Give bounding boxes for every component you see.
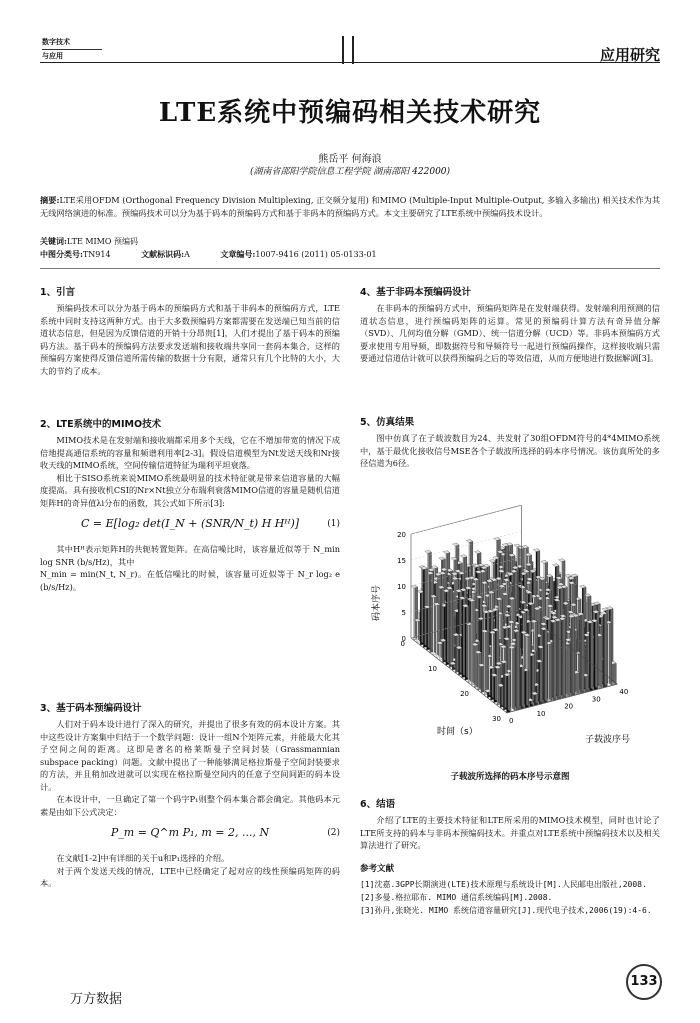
section-heading: 2、LTE系统中的MIMO技术 bbox=[40, 419, 162, 430]
journal-logo-line1: 数字技术 bbox=[42, 38, 70, 46]
section-heading: 4、基于非码本预编码设计 bbox=[360, 287, 472, 298]
abstract-text: LTE采用OFDM (Orthogonal Frequency Division Multiplexing, 正交频分复用) 和MIMO (Multiple-Input Multiple-Output, 多输入多输出) 相关技术作为其无线网络演进的标准。预编码技术可以分为基于码本的预编码方式和基于非码本的预编码方式。本文主要研究了LTE系统中预编码技术设计。 bbox=[40, 195, 661, 218]
section-1 bbox=[40, 284, 340, 377]
divider bbox=[40, 268, 660, 269]
section-3 bbox=[40, 700, 340, 890]
paragraph: 预编码技术可以分为基于码本的预编码方式和基于非码本的预编码方式，LTE系统中同时支持这两种方式。由于大多数预编码方案都需要在发送端已知当前的信道状态信息，但是因为反馈信道的开销十分昂贵[1]，人们才提出了基于码本的预编码方法。基于码本的预编码方法要求发送端和接收端共享同一套码本集合，这样的预编码方案使得反馈信道所需传输的数据十分有限，通常只有几个比特的大小，大大的节约了成本。 bbox=[40, 303, 340, 376]
journal-logo-line2: 与应用 bbox=[42, 52, 63, 60]
page-number: 133 bbox=[626, 964, 662, 1000]
y-tick-label: 0 bbox=[509, 717, 514, 725]
journal-logo bbox=[42, 38, 102, 74]
clc: TN914 bbox=[82, 250, 111, 259]
paragraph: 介绍了LTE的主要技术特征和LTE所采用的MIMO技术模型，同时也讨论了LTE所支持的码本与非码本预编码技术。并重点对LTE系统中预编码技术以及相关算法进行了研究。 bbox=[360, 815, 660, 850]
y-axis-label: 子载波序号 bbox=[585, 735, 631, 745]
x-tick-label: 10 bbox=[428, 665, 437, 673]
section-5 bbox=[360, 414, 660, 470]
x-axis-label: 时间（s） bbox=[437, 727, 478, 737]
z-tick-label: 10 bbox=[397, 583, 406, 591]
affiliation: (湖南省邵阳学院信息工程学院 湖南邵阳 422000) bbox=[249, 167, 451, 177]
z-tick-label: 5 bbox=[401, 609, 406, 617]
y-tick-label: 20 bbox=[564, 702, 574, 711]
keywords-label: 关键词: bbox=[40, 236, 67, 246]
references-heading: 参考文献 bbox=[360, 863, 395, 874]
x-tick-label: 0 bbox=[400, 640, 405, 648]
paragraph: 相比于SISO系统来说MIMO系统最明显的技术特征就是带来信道容量的大幅度提高。具有接收机CSI的Nr×Nt独立分布瑞利衰落MIMO信道的容量是随机信道矩阵H的奇异值λi分布的函数，其公式如下所示[3]: bbox=[40, 472, 340, 508]
paragraph: 在非码本的预编码方式中，预编码矩阵是在发射端获得。发射端利用预测的信道状态信息，进行预编码矩阵的运算。常见的预编码计算方法有奇异值分解（SVD）、几何均值分解（GMD）、统一信道分解（UCD）等。非码本预编码方式要求使用专用导频，即数据符号和导频符号一起进行预编码操作，这样接收端只需要通过信道估计就可以获得预编码之后的等效信道，从而方便地进行数据解调[3]。 bbox=[360, 303, 660, 363]
z-tick-label: 0 bbox=[401, 635, 406, 643]
paragraph: 人们对于码本设计进行了深入的研究，并提出了很多有效的码本设计方案。其中这些设计方案集中归结于一个数学问题：设计一组N个矩阵元素，并能最大化其子空间之间的距离。这即是著名的格莱斯曼子空间封装（Grassmannian subspace packing）问题。文献中提出了一种能够满足格拉斯曼子空间封装要求的方法，并且稍加改进就可以实现在格拉斯曼空间内的任意子空间间距的码本设计。 bbox=[40, 719, 340, 792]
bar bbox=[411, 585, 418, 640]
paragraph: 在文献[1-2]中有详细的关于u和P₁选择的介绍。 bbox=[56, 853, 230, 863]
article-meta: 中图分类号:TN914 文献标识码:A 文章编号:1007-9416 (2011) 05-0133-01 bbox=[40, 249, 377, 259]
section-heading: 6、结语 bbox=[360, 799, 396, 810]
paragraph: 在本设计中，一旦确定了第一个码字P₁则整个码本集合都会确定。其他码本元素是由如下公式决定： bbox=[40, 794, 340, 817]
paragraph: 其中Hᴴ表示矩阵H的共轭转置矩阵。在高信噪比时，该容量近似等于 N_min log SNR (b/s/Hz)，其中 bbox=[40, 544, 340, 567]
header-divider-bars bbox=[342, 36, 358, 66]
abstract-label: 摘要: bbox=[40, 195, 60, 205]
paragraph: N_min = min(N_t, N_r)。在低信噪比的时候，该容量可近似等于 N_r log₂ e (b/s/Hz)。 bbox=[40, 569, 340, 592]
equation-number: (2) bbox=[327, 828, 340, 838]
z-tick-label: 15 bbox=[397, 557, 406, 565]
section-heading: 1、引言 bbox=[40, 287, 76, 298]
section-heading: 3、基于码本预编码设计 bbox=[40, 703, 142, 714]
y-tick-label: 40 bbox=[619, 688, 629, 697]
references-list bbox=[360, 878, 660, 917]
reference-item: [2]多曼.格拉耶布. MIMO 通信系统编码[M].2008. bbox=[360, 892, 553, 902]
figure-caption: 子载波所选择的码本序号示意图 bbox=[450, 772, 570, 782]
paragraph: 对于两个发送天线的情况，LTE中已经确定了起对应的线性预编码矩阵的码本。 bbox=[40, 865, 340, 888]
article-title: LTE系统中预编码相关技术研究 bbox=[158, 98, 542, 128]
section-6 bbox=[360, 796, 660, 917]
x-tick-label: 30 bbox=[492, 715, 501, 723]
z-axis-label: 码本序号 bbox=[372, 584, 382, 622]
reference-item: [3]孙丹,张晓光. MIMO 系统信道容量研究[J].现代电子技术,2006(19):4-6. bbox=[360, 905, 652, 915]
reference-item: [1]沈嘉.3GPP长期演进(LTE)技术原理与系统设计[M].人民邮电出版社,2008. bbox=[360, 879, 647, 889]
paragraph: 图中仿真了在子载波数目为24、共发射了30组OFDM符号的4*4MIMO系统中，基于最优化接收信号MSE各个子载波所选择的码本序号情况。该仿真所处的多径信道为6径。 bbox=[360, 433, 660, 468]
abstract bbox=[40, 194, 660, 219]
figure-3d-bar bbox=[365, 488, 655, 758]
doc-code: A bbox=[184, 250, 190, 259]
section-2 bbox=[40, 416, 340, 593]
keywords-text: LTE MIMO 预编码 bbox=[66, 237, 138, 246]
equation-number: (1) bbox=[327, 519, 340, 529]
y-tick-label: 30 bbox=[591, 695, 601, 704]
watermark: 万方数据 bbox=[70, 992, 123, 1007]
section-name: 应用研究 bbox=[599, 46, 660, 64]
equation-1: C = E[log₂ det(I_N + (SNR/N_t) H Hᴴ)] bbox=[80, 517, 300, 530]
equation-2: P_m = Q^m P₁, m = 2, ..., N bbox=[110, 826, 270, 839]
section-4 bbox=[360, 284, 660, 365]
keywords bbox=[40, 236, 660, 247]
chart-svg bbox=[365, 488, 655, 758]
section-heading: 5、仿真结果 bbox=[360, 417, 415, 428]
article-no: 1007-9416 (2011) 05-0133-01 bbox=[255, 250, 377, 259]
x-tick-label: 20 bbox=[460, 690, 469, 698]
authors: 熊岳平 何海浪 bbox=[318, 154, 382, 165]
z-tick-label: 20 bbox=[397, 531, 406, 539]
y-tick-label: 10 bbox=[536, 709, 546, 718]
paragraph: MIMO技术是在发射端和接收端都采用多个天线，它在不增加带宽的情况下成倍地提高通信系统的容量和频谱利用率[2-3]。假设信道模型为Nt发送天线和Nr接收天线的MIMO系统，空间传输信道特征为瑞利平坦衰落。 bbox=[40, 435, 340, 470]
